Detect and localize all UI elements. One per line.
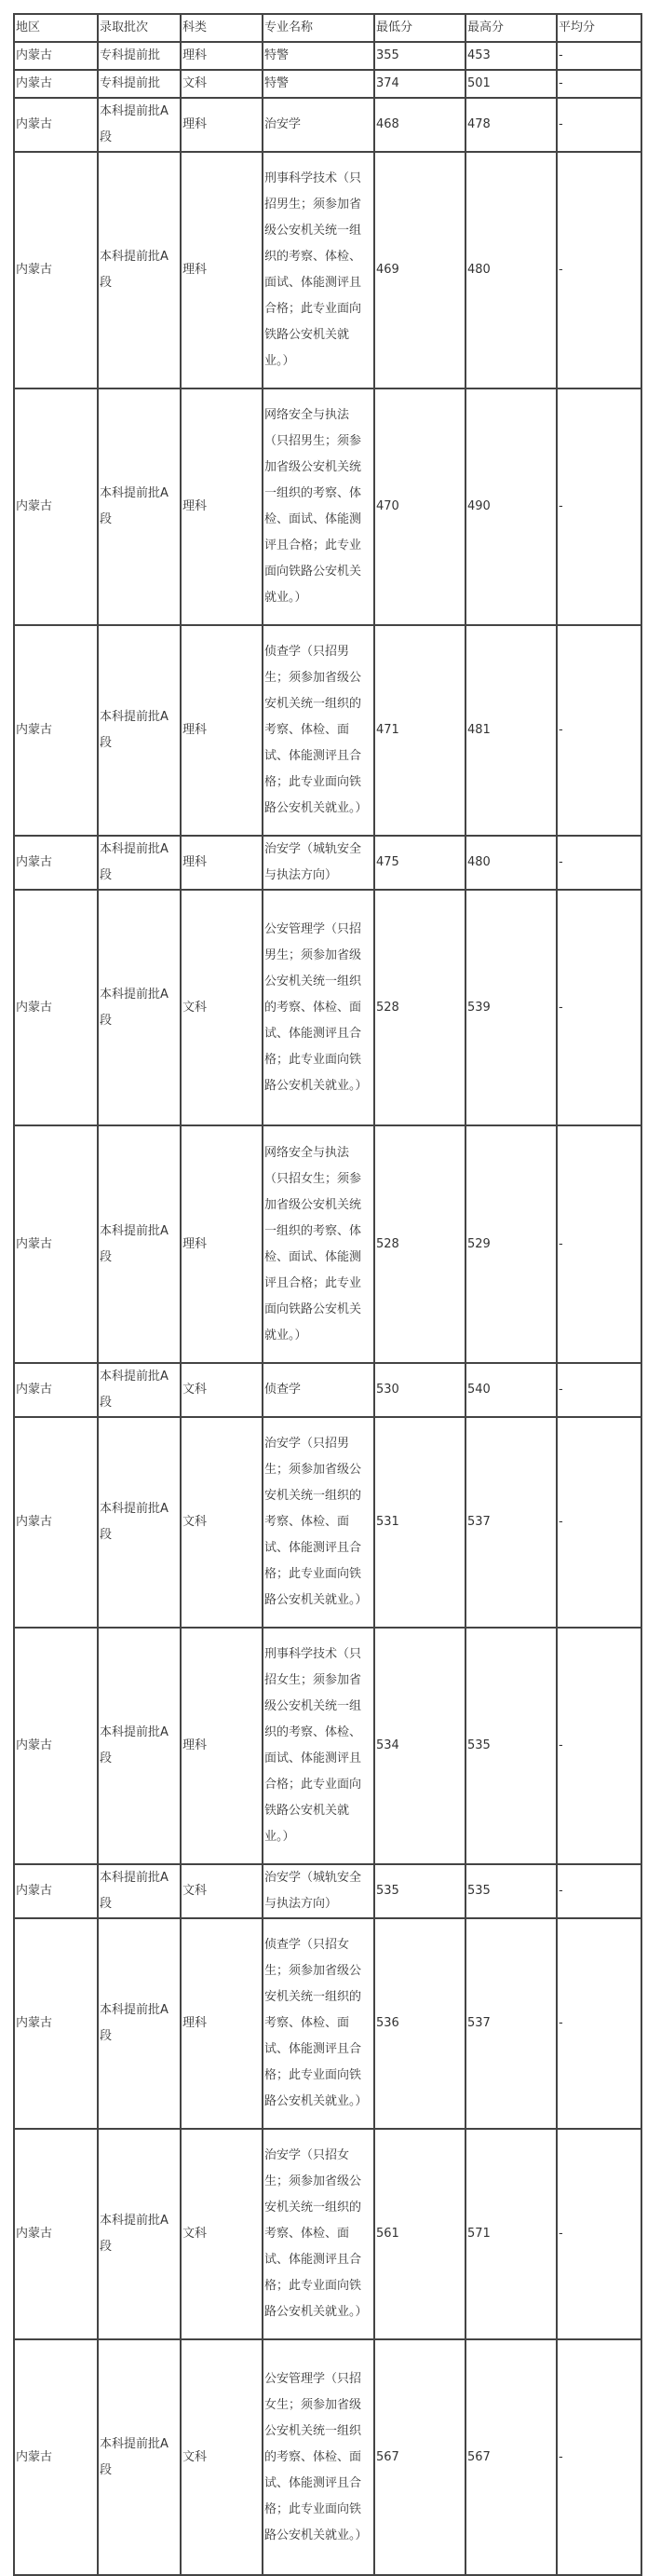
cell-min-score: 567: [374, 2339, 465, 2575]
cell-avg-score: -: [557, 42, 641, 70]
cell-subject: 理科: [181, 836, 263, 890]
cell-region: 内蒙古: [14, 152, 98, 388]
cell-avg-score: -: [557, 1628, 641, 1864]
cell-region: 内蒙古: [14, 890, 98, 1125]
cell-max-score: 490: [465, 388, 557, 625]
cell-max-score: 501: [465, 70, 557, 98]
cell-avg-score: -: [557, 388, 641, 625]
cell-major: 特警: [263, 42, 374, 70]
cell-subject: 理科: [181, 1628, 263, 1864]
table-row: [14, 1363, 641, 1417]
cell-min-score: 534: [374, 1628, 465, 1864]
cell-subject: 理科: [181, 1918, 263, 2129]
cell-region: 内蒙古: [14, 1918, 98, 2129]
cell-batch: 专科提前批: [98, 42, 181, 70]
cell-avg-score: -: [557, 98, 641, 152]
cell-batch: 本科提前批A段: [98, 2129, 181, 2339]
header-min-score: 最低分: [374, 14, 465, 42]
table-row: [14, 1125, 641, 1363]
header-max-score: 最高分: [465, 14, 557, 42]
cell-region: 内蒙古: [14, 836, 98, 890]
cell-subject: 理科: [181, 388, 263, 625]
table-row: [14, 388, 641, 625]
cell-avg-score: -: [557, 152, 641, 388]
cell-major: 治安学（只招男生；须参加省级公安机关统一组织的考察、体检、面试、体能测评且合格；此专业面向铁路公安机关就业。）: [263, 1417, 374, 1628]
cell-major: 特警: [263, 70, 374, 98]
cell-region: 内蒙古: [14, 1363, 98, 1417]
cell-min-score: 536: [374, 1918, 465, 2129]
cell-batch: 本科提前批A段: [98, 890, 181, 1125]
header-region: 地区: [14, 14, 98, 42]
header-avg-score: 平均分: [557, 14, 641, 42]
cell-min-score: 535: [374, 1864, 465, 1918]
cell-major: 侦查学（只招男生；须参加省级公安机关统一组织的考察、体检、面试、体能测评且合格；此专业面向铁路公安机关就业。）: [263, 625, 374, 836]
cell-batch: 本科提前批A段: [98, 1864, 181, 1918]
cell-min-score: 528: [374, 1125, 465, 1363]
cell-region: 内蒙古: [14, 1417, 98, 1628]
cell-subject: 文科: [181, 70, 263, 98]
cell-min-score: 531: [374, 1417, 465, 1628]
cell-avg-score: -: [557, 1417, 641, 1628]
cell-avg-score: -: [557, 836, 641, 890]
table-row: [14, 1864, 641, 1918]
cell-major: 治安学（城轨安全与执法方向）: [263, 1864, 374, 1918]
cell-subject: 文科: [181, 890, 263, 1125]
cell-max-score: 480: [465, 836, 557, 890]
cell-subject: 文科: [181, 2339, 263, 2575]
cell-avg-score: -: [557, 890, 641, 1125]
cell-max-score: 478: [465, 98, 557, 152]
cell-min-score: 469: [374, 152, 465, 388]
cell-max-score: 480: [465, 152, 557, 388]
table-row: [14, 625, 641, 836]
table-row: [14, 836, 641, 890]
cell-major: 治安学: [263, 98, 374, 152]
cell-max-score: 481: [465, 625, 557, 836]
cell-region: 内蒙古: [14, 1864, 98, 1918]
cell-min-score: 374: [374, 70, 465, 98]
cell-major: 侦查学（只招女生；须参加省级公安机关统一组织的考察、体检、面试、体能测评且合格；此专业面向铁路公安机关就业。）: [263, 1918, 374, 2129]
cell-avg-score: -: [557, 2129, 641, 2339]
cell-region: 内蒙古: [14, 2339, 98, 2575]
cell-major: 刑事科学技术（只招女生；须参加省级公安机关统一组织的考察、体检、面试、体能测评且合格；此专业面向铁路公安机关就业。）: [263, 1628, 374, 1864]
cell-max-score: 539: [465, 890, 557, 1125]
cell-max-score: 540: [465, 1363, 557, 1417]
table-row: [14, 2339, 641, 2575]
admission-scores-table: [13, 13, 642, 2576]
cell-subject: 文科: [181, 1417, 263, 1628]
cell-max-score: 537: [465, 1918, 557, 2129]
table-row: [14, 70, 641, 98]
cell-major: 治安学（城轨安全与执法方向）: [263, 836, 374, 890]
cell-major: 侦查学: [263, 1363, 374, 1417]
cell-min-score: 468: [374, 98, 465, 152]
cell-min-score: 471: [374, 625, 465, 836]
cell-region: 内蒙古: [14, 70, 98, 98]
cell-max-score: 535: [465, 1864, 557, 1918]
cell-batch: 本科提前批A段: [98, 98, 181, 152]
cell-subject: 理科: [181, 42, 263, 70]
cell-batch: 本科提前批A段: [98, 388, 181, 625]
cell-batch: 本科提前批A段: [98, 1417, 181, 1628]
table-row: [14, 1628, 641, 1864]
cell-min-score: 528: [374, 890, 465, 1125]
cell-batch: 本科提前批A段: [98, 625, 181, 836]
cell-major: 网络安全与执法（只招女生；须参加省级公安机关统一组织的考察、体检、面试、体能测评且合格；此专业面向铁路公安机关就业。）: [263, 1125, 374, 1363]
cell-subject: 理科: [181, 1125, 263, 1363]
cell-min-score: 355: [374, 42, 465, 70]
header-subject: 科类: [181, 14, 263, 42]
cell-batch: 本科提前批A段: [98, 1363, 181, 1417]
cell-batch: 本科提前批A段: [98, 836, 181, 890]
cell-subject: 理科: [181, 625, 263, 836]
cell-max-score: 537: [465, 1417, 557, 1628]
cell-avg-score: -: [557, 70, 641, 98]
cell-avg-score: -: [557, 1918, 641, 2129]
cell-subject: 文科: [181, 2129, 263, 2339]
table-header-row: [14, 14, 641, 42]
table-row: [14, 98, 641, 152]
cell-subject: 理科: [181, 98, 263, 152]
header-batch: 录取批次: [98, 14, 181, 42]
cell-major: 网络安全与执法（只招男生；须参加省级公安机关统一组织的考察、体检、面试、体能测评且合格；此专业面向铁路公安机关就业。）: [263, 388, 374, 625]
table-row: [14, 1417, 641, 1628]
cell-batch: 本科提前批A段: [98, 2339, 181, 2575]
cell-major: 公安管理学（只招男生；须参加省级公安机关统一组织的考察、体检、面试、体能测评且合格；此专业面向铁路公安机关就业。）: [263, 890, 374, 1125]
cell-region: 内蒙古: [14, 98, 98, 152]
cell-region: 内蒙古: [14, 2129, 98, 2339]
cell-avg-score: -: [557, 625, 641, 836]
cell-major: 公安管理学（只招女生；须参加省级公安机关统一组织的考察、体检、面试、体能测评且合格；此专业面向铁路公安机关就业。）: [263, 2339, 374, 2575]
cell-batch: 本科提前批A段: [98, 1918, 181, 2129]
cell-avg-score: -: [557, 1864, 641, 1918]
cell-min-score: 530: [374, 1363, 465, 1417]
table-row: [14, 42, 641, 70]
cell-region: 内蒙古: [14, 1125, 98, 1363]
table-row: [14, 2129, 641, 2339]
cell-min-score: 561: [374, 2129, 465, 2339]
header-major: 专业名称: [263, 14, 374, 42]
cell-batch: 本科提前批A段: [98, 152, 181, 388]
cell-min-score: 475: [374, 836, 465, 890]
cell-major: 刑事科学技术（只招男生；须参加省级公安机关统一组织的考察、体检、面试、体能测评且合格；此专业面向铁路公安机关就业。）: [263, 152, 374, 388]
table-row: [14, 890, 641, 1125]
cell-major: 治安学（只招女生；须参加省级公安机关统一组织的考察、体检、面试、体能测评且合格；此专业面向铁路公安机关就业。）: [263, 2129, 374, 2339]
table-row: [14, 152, 641, 388]
cell-region: 内蒙古: [14, 1628, 98, 1864]
cell-batch: 专科提前批: [98, 70, 181, 98]
cell-region: 内蒙古: [14, 625, 98, 836]
cell-avg-score: -: [557, 2339, 641, 2575]
cell-max-score: 453: [465, 42, 557, 70]
cell-max-score: 571: [465, 2129, 557, 2339]
cell-subject: 文科: [181, 1363, 263, 1417]
cell-region: 内蒙古: [14, 42, 98, 70]
cell-subject: 理科: [181, 152, 263, 388]
cell-avg-score: -: [557, 1363, 641, 1417]
cell-subject: 文科: [181, 1864, 263, 1918]
cell-batch: 本科提前批A段: [98, 1125, 181, 1363]
cell-min-score: 470: [374, 388, 465, 625]
cell-region: 内蒙古: [14, 388, 98, 625]
cell-max-score: 567: [465, 2339, 557, 2575]
cell-batch: 本科提前批A段: [98, 1628, 181, 1864]
cell-avg-score: -: [557, 1125, 641, 1363]
cell-max-score: 529: [465, 1125, 557, 1363]
cell-max-score: 535: [465, 1628, 557, 1864]
table-row: [14, 1918, 641, 2129]
